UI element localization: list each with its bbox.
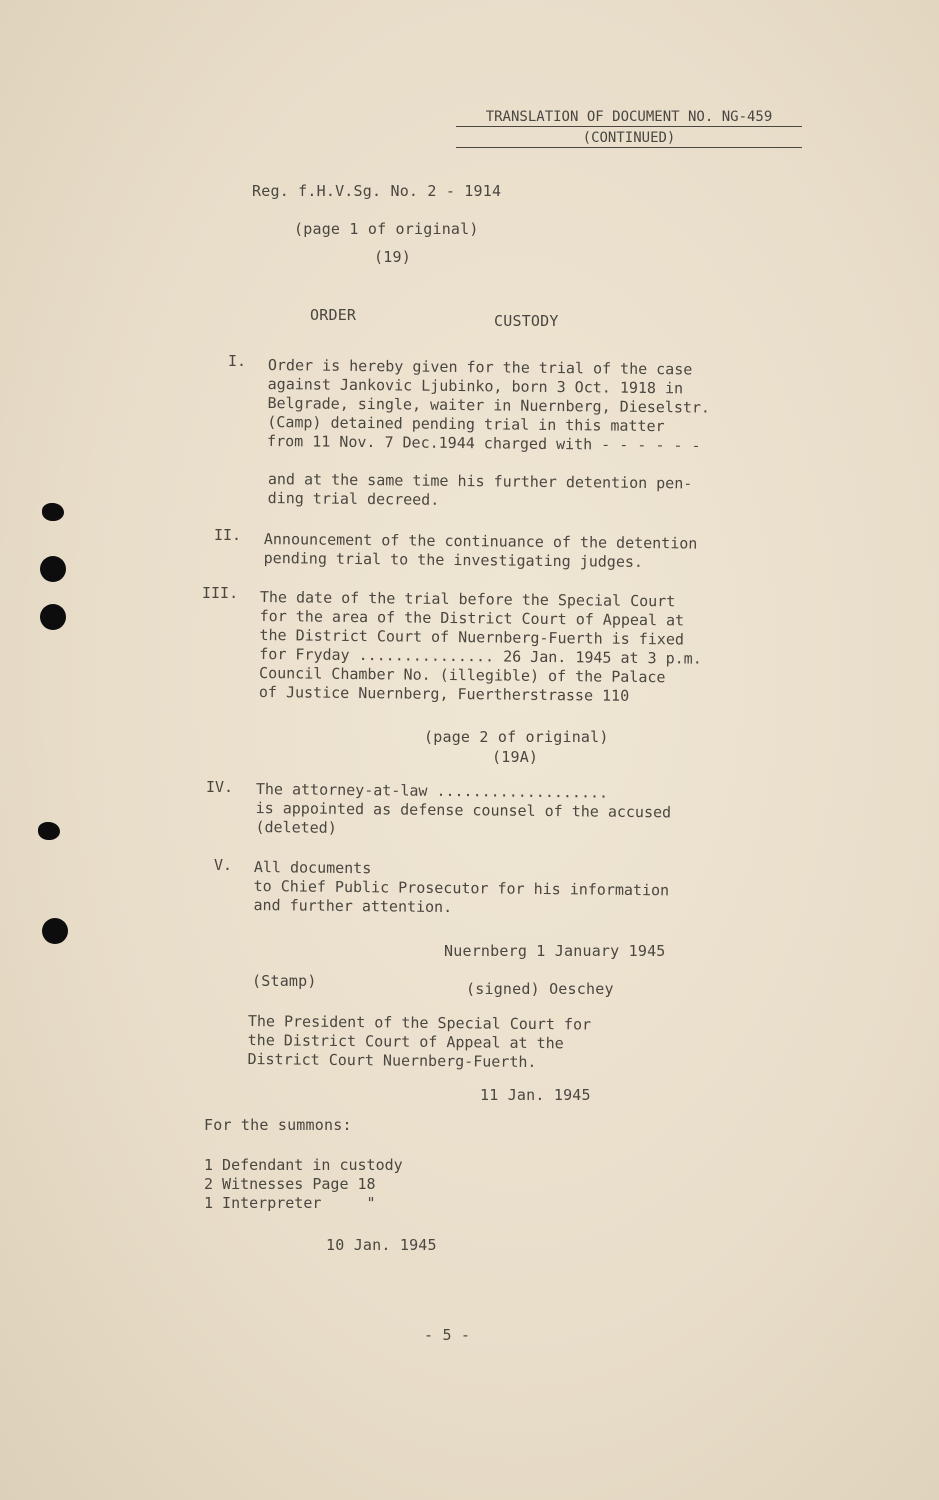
section-iii-text [259,588,703,707]
summons-title: For the summons: [204,1116,352,1134]
date-11-jan: 11 Jan. 1945 [480,1086,591,1104]
header-title: TRANSLATION OF DOCUMENT NO. NG-459 [456,108,802,127]
section-v-text [253,858,669,919]
section-numeral: II. [214,526,242,544]
page1-note: (page 1 of original) [294,220,479,238]
section-numeral: V. [214,856,233,874]
text-line: from 11 Nov. 7 Dec.1944 charged with - - - - - - [267,431,701,455]
text-line: Belgrade, single, waiter in Nuernberg, Dieselstr. [267,393,711,417]
stamp-note: (Stamp) [252,972,317,990]
page-number: - 5 - [424,1326,471,1344]
order-heading: ORDER [310,306,357,324]
punch-hole [38,822,60,840]
punch-hole [40,604,66,630]
page2-number: (19A) [492,748,539,766]
section-iv-text [255,780,671,841]
text-line: pending trial to the investigating judges. [263,548,644,571]
section-numeral: III. [202,584,239,602]
text-line: the District Court of Nuernberg-Fuerth is fixed [259,625,685,649]
text-line: the District Court of Appeal at the [247,1030,564,1053]
text-line: District Court Nuernberg-Fuerth. [247,1049,537,1072]
page2-note: (page 2 of original) [424,728,609,746]
registration-number: Reg. f.H.V.Sg. No. 2 - 1914 [252,182,502,200]
list-item: 1 Defendant in custody [204,1156,403,1174]
text-line: The attorney-at-law ................... [255,780,609,802]
page1-number: (19) [374,248,411,266]
custody-heading: CUSTODY [494,312,559,330]
text-line: of Justice Nuernberg, Fuertherstrasse 110 [258,682,630,705]
text-line: for the area of the District Court of Appeal at [259,606,685,630]
punch-hole [42,503,64,521]
section-i-text [267,356,710,456]
summons-list [204,1156,403,1213]
text-line: to Chief Public Prosecutor for his information [253,876,670,900]
text-line: for Fryday ............... 26 Jan. 1945 at 3 p.m. [259,644,702,668]
signature-note: (signed) Oeschey [466,980,614,998]
header-continued: (CONTINUED) [456,129,802,148]
text-line: is appointed as defense counsel of the accused [255,798,672,822]
list-item: 1 Interpreter " [204,1194,376,1212]
section-ii-text [264,530,698,573]
text-line: ding trial decreed. [267,488,440,509]
text-line: The President of the Special Court for [247,1012,592,1034]
section-numeral: IV. [206,778,234,796]
section-numeral: I. [228,352,247,370]
section-i-continued [268,470,693,512]
text-line: The date of the trial before the Special Court [259,588,676,611]
text-line: (Camp) detained pending trial in this matter [267,412,665,436]
punch-hole [42,918,68,944]
text-line: Order is hereby given for the trial of the case [267,356,693,379]
punch-hole [40,556,66,582]
text-line: Announcement of the continuance of the detention [263,530,698,553]
text-line: All documents [253,858,372,878]
document-header [456,108,802,148]
text-line: against Jankovic Ljubinko, born 3 Oct. 1918 in [267,374,684,398]
date-10-jan: 10 Jan. 1945 [326,1236,437,1254]
text-line: and further attention. [253,895,453,917]
place-date: Nuernberg 1 January 1945 [444,942,666,960]
president-block [247,1012,591,1073]
list-item: 2 Witnesses Page 18 [204,1175,376,1193]
text-line: Council Chamber No. (illegible) of the Palace [259,663,666,687]
text-line: (deleted) [255,817,337,837]
text-line: and at the same time his further detention pen- [267,470,693,493]
